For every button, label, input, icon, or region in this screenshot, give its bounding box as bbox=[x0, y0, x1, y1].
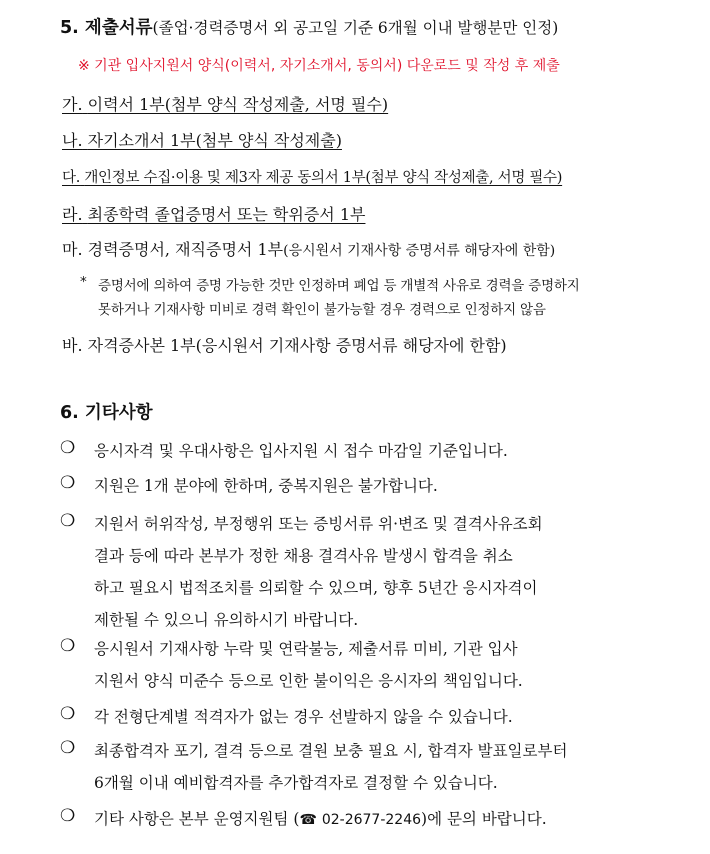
career-note bbox=[80, 274, 580, 294]
bullet-item: ❍ 지원은 1개 분야에 한하며, 중복지원은 불가합니다. bbox=[60, 473, 438, 495]
note-mark: * bbox=[80, 274, 87, 290]
note-line-2: 못하거나 기재사항 미비로 경력 확인이 불가능할 경우 경력으로 인정하지 않음 bbox=[98, 302, 546, 318]
section-heading: 제출서류 bbox=[84, 18, 153, 38]
item-diploma: 라. 최종학력 졸업증명서 또는 학위증서 1부 bbox=[62, 205, 366, 224]
section-number: 6. bbox=[60, 403, 79, 423]
section-5-title bbox=[60, 14, 558, 39]
note-line-1: 증명서에 의하여 증명 가능한 것만 인정하며 폐업 등 개별적 사유로 경력을 증명하지 bbox=[98, 278, 580, 294]
download-notice: ※ 기관 입사지원서 양식(이력서, 자기소개서, 동의서) 다운로드 및 작성 후 제출 bbox=[78, 58, 560, 74]
circle-bullet-icon: ❍ bbox=[60, 511, 76, 531]
item-privacy-consent: 다. 개인정보 수집·이용 및 제3자 제공 동의서 1부(첨부 양식 작성제출, 서명 필수) bbox=[62, 170, 563, 186]
bullet-item: ❍ 응시원서 기재사항 누락 및 연락불능, 제출서류 미비, 기관 입사 지원서 양식 미준수 등으로 인한 불이익은 응시자의 책임입니다. bbox=[60, 636, 523, 690]
bullet-item: ❍ 각 전형단계별 적격자가 없는 경우 선발하지 않을 수 있습니다. bbox=[60, 704, 513, 726]
circle-bullet-icon: ❍ bbox=[60, 806, 76, 826]
phone-number: 02-2677-2246 bbox=[321, 812, 422, 828]
item-resume: 가. 이력서 1부(첨부 양식 작성제출, 서명 필수) bbox=[62, 95, 389, 114]
bullet-item: ❍ 지원서 허위작성, 부정행위 또는 증빙서류 위·변조 및 결격사유조회 결과 등에 따라 본부가 정한 채용 결격사유 발생시 합격을 취소 하고 필요시 법적조치를 의뢰할 수 있으며, 향후 5년간 응시자격이 제한될 수 있으니 유의하시기 바랍니다. bbox=[60, 511, 543, 629]
item-career-certificate: 마. 경력증명서, 재직증명서 1부(응시원서 기재사항 증명서류 해당자에 한함) bbox=[62, 240, 556, 259]
item-cover-letter: 나. 자기소개서 1부(첨부 양식 작성제출) bbox=[62, 131, 342, 150]
item-license-copy: 바. 자격증사본 1부(응시원서 기재사항 증명서류 해당자에 한함) bbox=[62, 336, 507, 355]
circle-bullet-icon: ❍ bbox=[60, 704, 76, 724]
section-heading: 기타사항 bbox=[84, 403, 153, 423]
phone-icon: ☎ bbox=[299, 812, 317, 828]
bullet-item: ❍ 응시자격 및 우대사항은 입사지원 시 접수 마감일 기준입니다. bbox=[60, 438, 508, 460]
circle-bullet-icon: ❍ bbox=[60, 473, 76, 493]
circle-bullet-icon: ❍ bbox=[60, 438, 76, 458]
circle-bullet-icon: ❍ bbox=[60, 636, 76, 656]
bullet-item-contact: ❍ 기타 사항은 본부 운영지원팀 (☎ 02-2677-2246)에 문의 바랍니다. bbox=[60, 806, 547, 828]
section-number: 5. bbox=[60, 18, 79, 38]
bullet-item: ❍ 최종합격자 포기, 결격 등으로 결원 보충 필요 시, 합격자 발표일로부터 6개월 이내 예비합격자를 추가합격자로 결정할 수 있습니다. bbox=[60, 738, 568, 792]
circle-bullet-icon: ❍ bbox=[60, 738, 76, 758]
section-subtitle: (졸업·경력증명서 외 공고일 기준 6개월 이내 발행분만 인정) bbox=[152, 19, 559, 37]
section-6-title bbox=[60, 399, 153, 424]
